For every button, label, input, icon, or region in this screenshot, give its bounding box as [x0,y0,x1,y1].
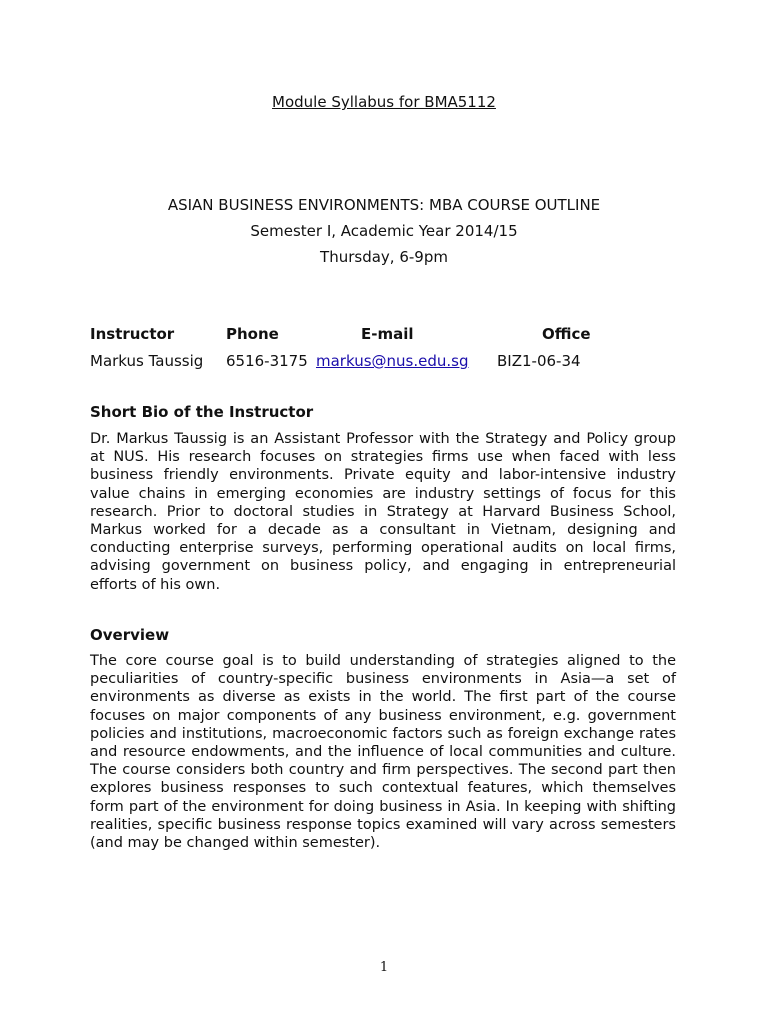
header-email: E-mail [361,325,414,343]
instructor-office: BIZ1-06-34 [497,352,581,370]
document-title: Module Syllabus for BMA5112 [272,93,496,111]
course-title: ASIAN BUSINESS ENVIRONMENTS: MBA COURSE OUTLINE [167,196,601,214]
overview-heading: Overview [90,626,170,644]
header-instructor: Instructor [90,325,175,343]
instructor-phone: 6516-3175 [226,352,308,370]
page-number: 1 [379,960,389,975]
overview-paragraph: The core course goal is to build understanding of strategies aligned to the peculiarities of country-specific business environments in Asia—a set of environments as diverse as exists in the world. The first part of the course focuses on major components of any business environment, e.g. government policies and institutions, macroeconomic factors such as foreign exchange rates and resource endowments, and the influence of local communities and culture. The course considers both country and firm perspectives. The second part then explores business responses to such contextual features, which themselves form part of the environment for doing business in Asia. In keeping with shifting realities, specific business response topics examined will vary across semesters (and may be changed within semester). [90,653,676,852]
bio-paragraph: Dr. Markus Taussig is an Assistant Professor with the Strategy and Policy group at NUS. His research focuses on strategies firms use when faced with less business friendly environments. Private equity and labor-intensive industry value chains in emerging economies are industry settings of focus for this research. Prior to doctoral studies in Strategy at Harvard Business School, Markus worked for a decade as a consultant in Vietnam, designing and conducting enterprise surveys, performing operational audits on local firms, advising government on business policy, and engaging in entrepreneurial efforts of his own. [90,431,676,593]
instructor-email-link[interactable] [316,352,468,370]
header-phone: Phone [226,325,279,343]
instructor-name: Markus Taussig [90,352,204,370]
class-time-line: Thursday, 6-9pm [320,248,448,266]
email-link-text[interactable]: markus@nus.edu.sg [316,352,469,370]
bio-heading: Short Bio of the Instructor [90,403,314,421]
semester-line: Semester I, Academic Year 2014/15 [250,222,518,240]
header-office: Office [542,325,591,343]
